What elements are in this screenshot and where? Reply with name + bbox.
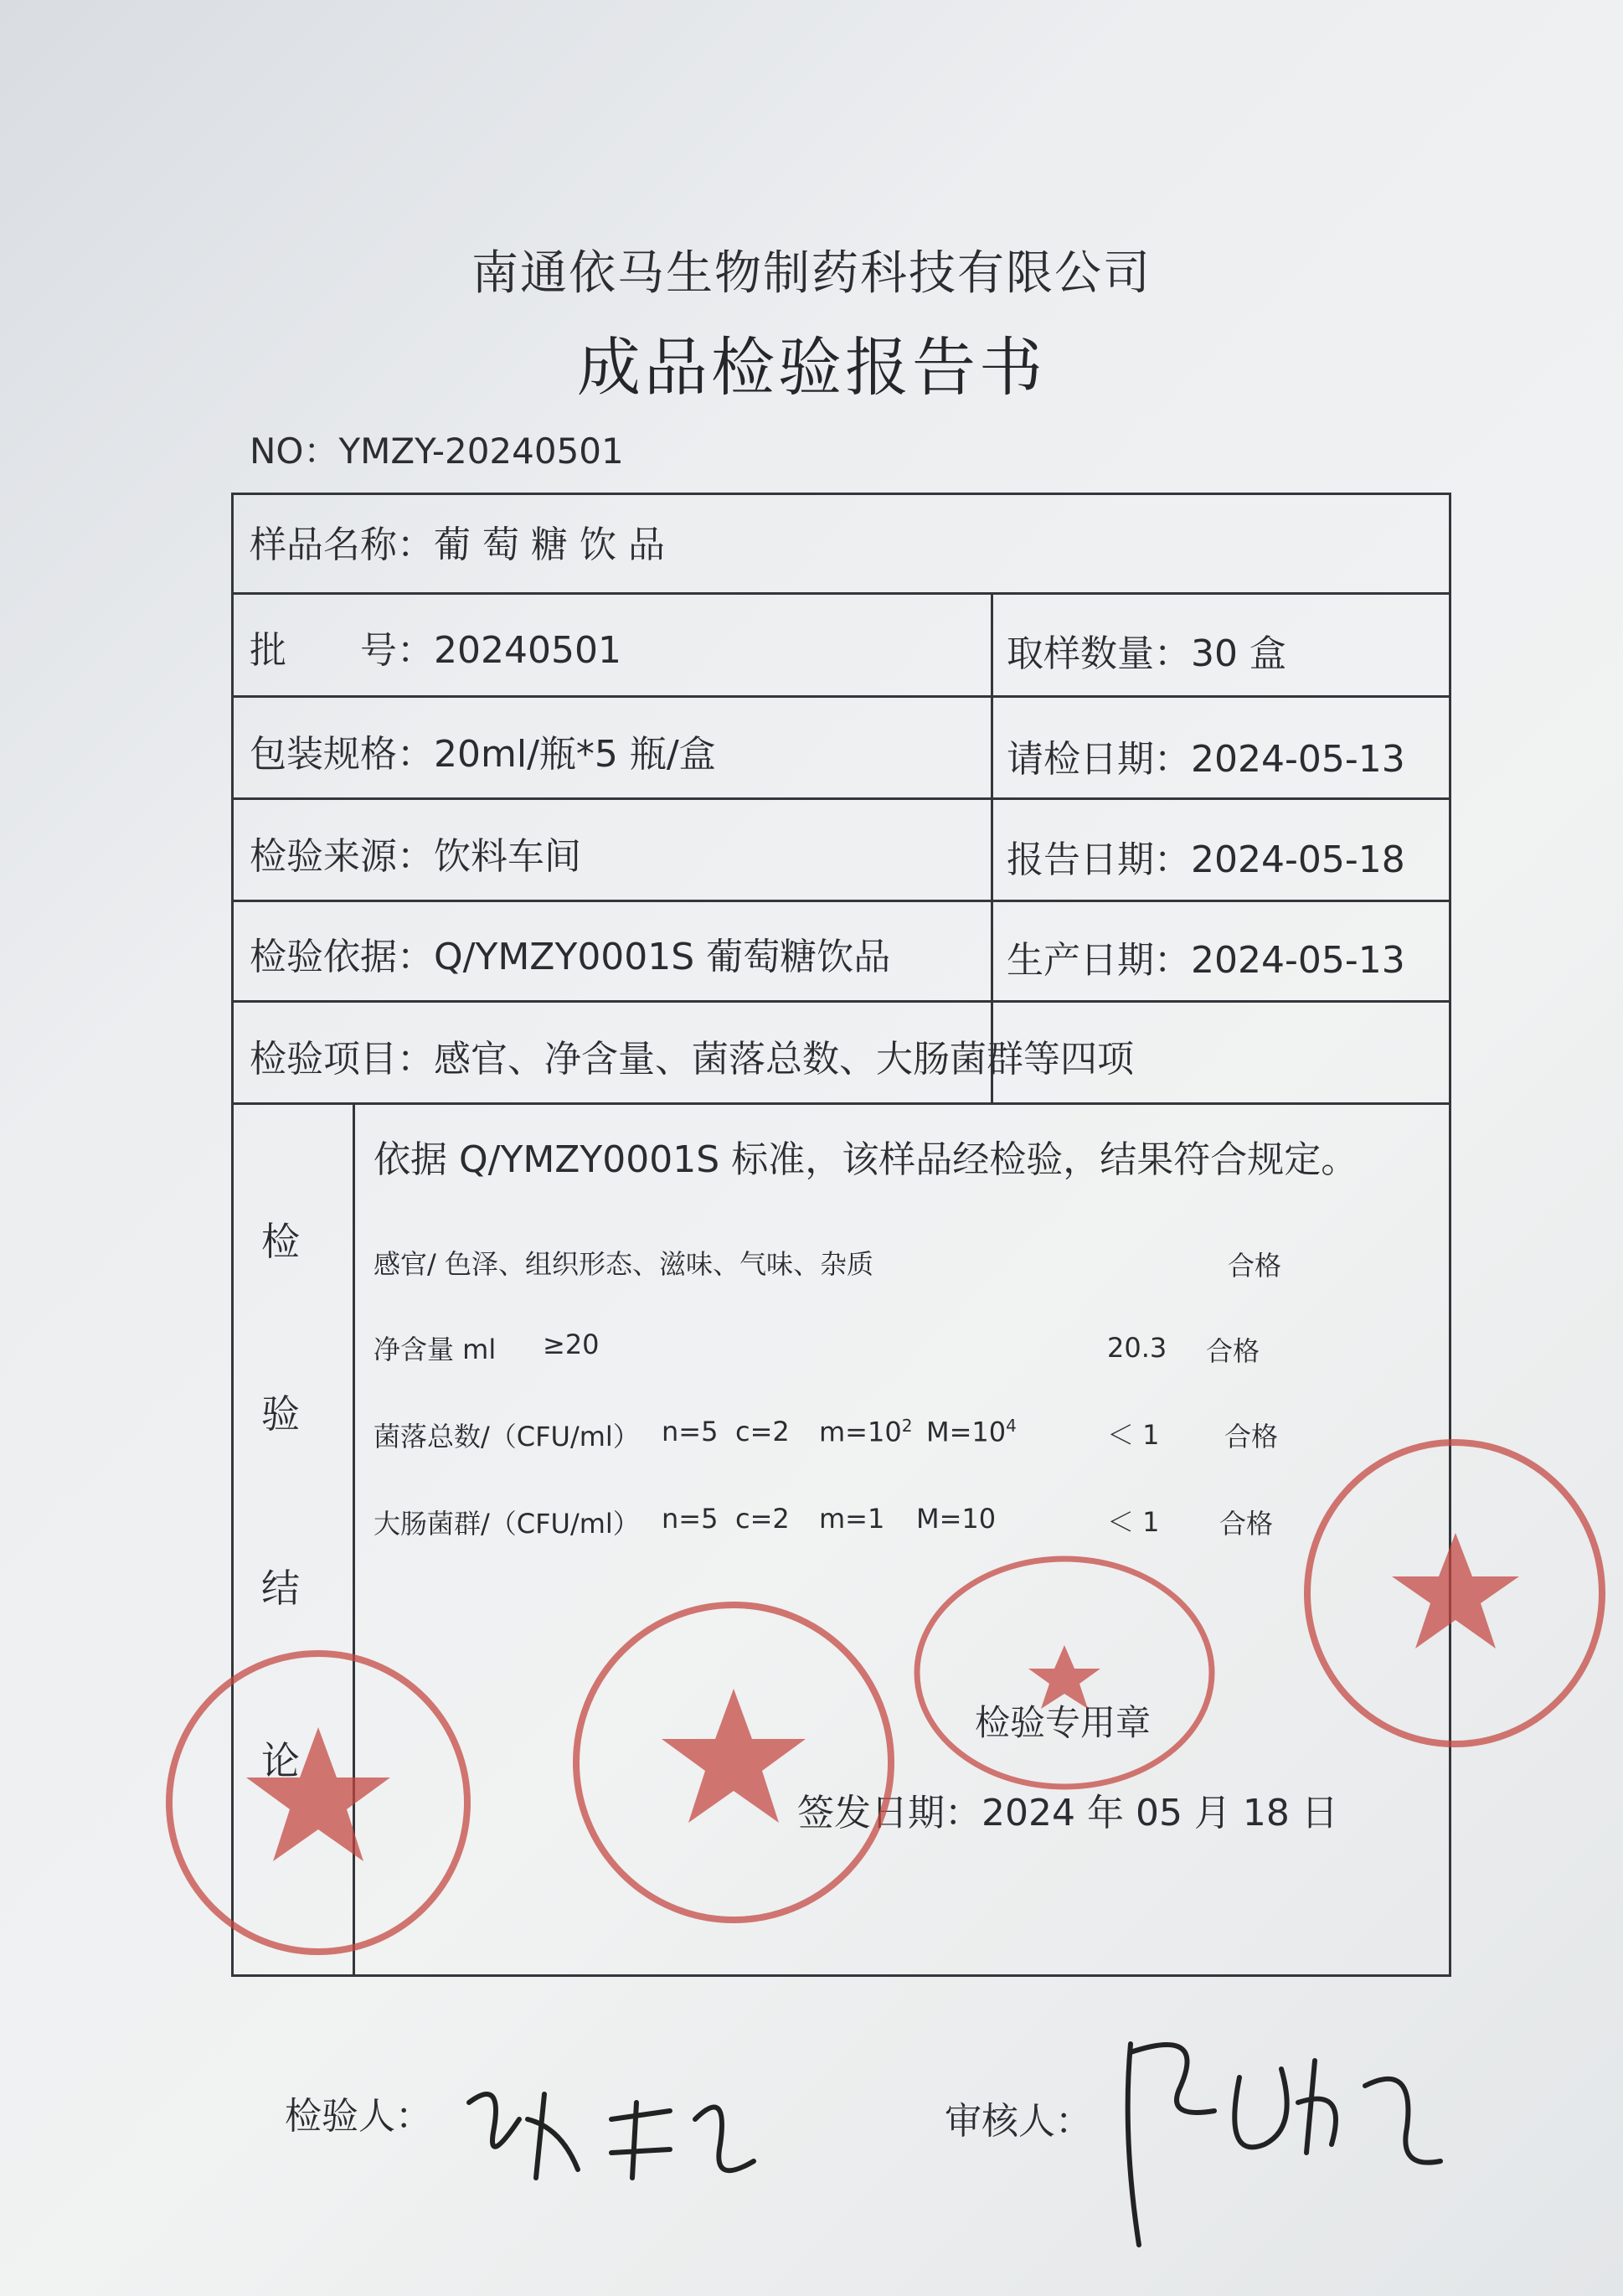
result-m: m=1 xyxy=(819,1503,885,1535)
result-item: 净含量 ml xyxy=(374,1334,497,1365)
result-verdict: 合格 xyxy=(1206,1335,1260,1367)
conclusion-label-char: 验 xyxy=(261,1391,300,1437)
result-n: n=5 xyxy=(662,1416,719,1447)
result-value: ＜ 1 xyxy=(1107,1506,1160,1538)
inspector-label: 检验人： xyxy=(285,2095,432,2138)
reviewer-label: 审核人： xyxy=(945,2100,1092,2143)
conclusion-label-char: 结 xyxy=(261,1566,300,1611)
report-title: 成品检验报告书 xyxy=(577,330,1046,405)
issue-date: 签发日期：2024 年 05 月 18 日 xyxy=(797,1792,1338,1834)
result-standard: ≥20 xyxy=(543,1329,600,1360)
result-n: n=5 xyxy=(662,1503,719,1535)
result-item: 大肠菌群/（CFU/ml） xyxy=(374,1508,640,1540)
sample-quantity: 取样数量：30 盒 xyxy=(1007,632,1286,675)
request-date: 请检日期：2024-05-13 xyxy=(1007,738,1405,781)
table-divider xyxy=(231,1000,1451,1003)
result-m: $m=10^2$ xyxy=(819,1416,913,1448)
sample-name: 样品名称：葡 萄 糖 饮 品 xyxy=(250,524,665,566)
inspector-signature xyxy=(452,2069,770,2203)
batch-number: 批 号：20240501 xyxy=(250,629,621,672)
production-date: 生产日期：2024-05-13 xyxy=(1007,939,1405,982)
reviewer-signature xyxy=(1080,2010,1449,2262)
table-divider xyxy=(231,695,1451,698)
conclusion-statement: 依据 Q/YMZY0001S 标准，该样品经检验，结果符合规定。 xyxy=(374,1138,1358,1181)
result-value: 20.3 xyxy=(1107,1332,1167,1364)
seal-caption: 检验专用章 xyxy=(975,1702,1152,1743)
inspection-basis: 检验依据：Q/YMZY0001S 葡萄糖饮品 xyxy=(250,936,891,978)
table-divider xyxy=(231,900,1451,902)
result-c: c=2 xyxy=(735,1416,790,1447)
table-divider xyxy=(231,1102,1451,1105)
result-verdict: 合格 xyxy=(1219,1508,1274,1540)
result-verdict: 合格 xyxy=(1228,1250,1282,1282)
result-verdict: 合格 xyxy=(1224,1421,1279,1452)
conclusion-label-char: 检 xyxy=(261,1219,300,1264)
company-name: 南通依马生物制药科技有限公司 xyxy=(471,246,1152,301)
table-divider xyxy=(231,797,1451,800)
result-M: $M=10^4$ xyxy=(926,1416,1017,1448)
middle-company-stamp xyxy=(566,1595,901,1930)
report-number: NO：YMZY-20240501 xyxy=(250,431,624,472)
result-item: 菌落总数/（CFU/ml） xyxy=(374,1421,640,1452)
result-value: ＜ 1 xyxy=(1107,1419,1160,1451)
report-date: 报告日期：2024-05-18 xyxy=(1007,838,1405,881)
inspection-seal-stamp xyxy=(909,1551,1219,1794)
conclusion-label-char: 论 xyxy=(261,1738,300,1783)
result-M: M=10 xyxy=(916,1503,997,1535)
inspection-items: 检验项目：感官、净含量、菌落总数、大肠菌群等四项 xyxy=(250,1038,1134,1081)
inspection-source: 检验来源：饮料车间 xyxy=(250,835,581,878)
left-pharmacy-stamp xyxy=(159,1643,477,1962)
result-c: c=2 xyxy=(735,1503,790,1535)
table-divider xyxy=(991,592,993,1102)
result-item: 感官/ 色泽、组织形态、滋味、气味、杂质 xyxy=(374,1248,873,1280)
right-pharmacy-stamp xyxy=(1300,1434,1610,1752)
table-divider xyxy=(231,592,1451,595)
package-spec: 包装规格：20ml/瓶*5 瓶/盒 xyxy=(250,733,716,776)
